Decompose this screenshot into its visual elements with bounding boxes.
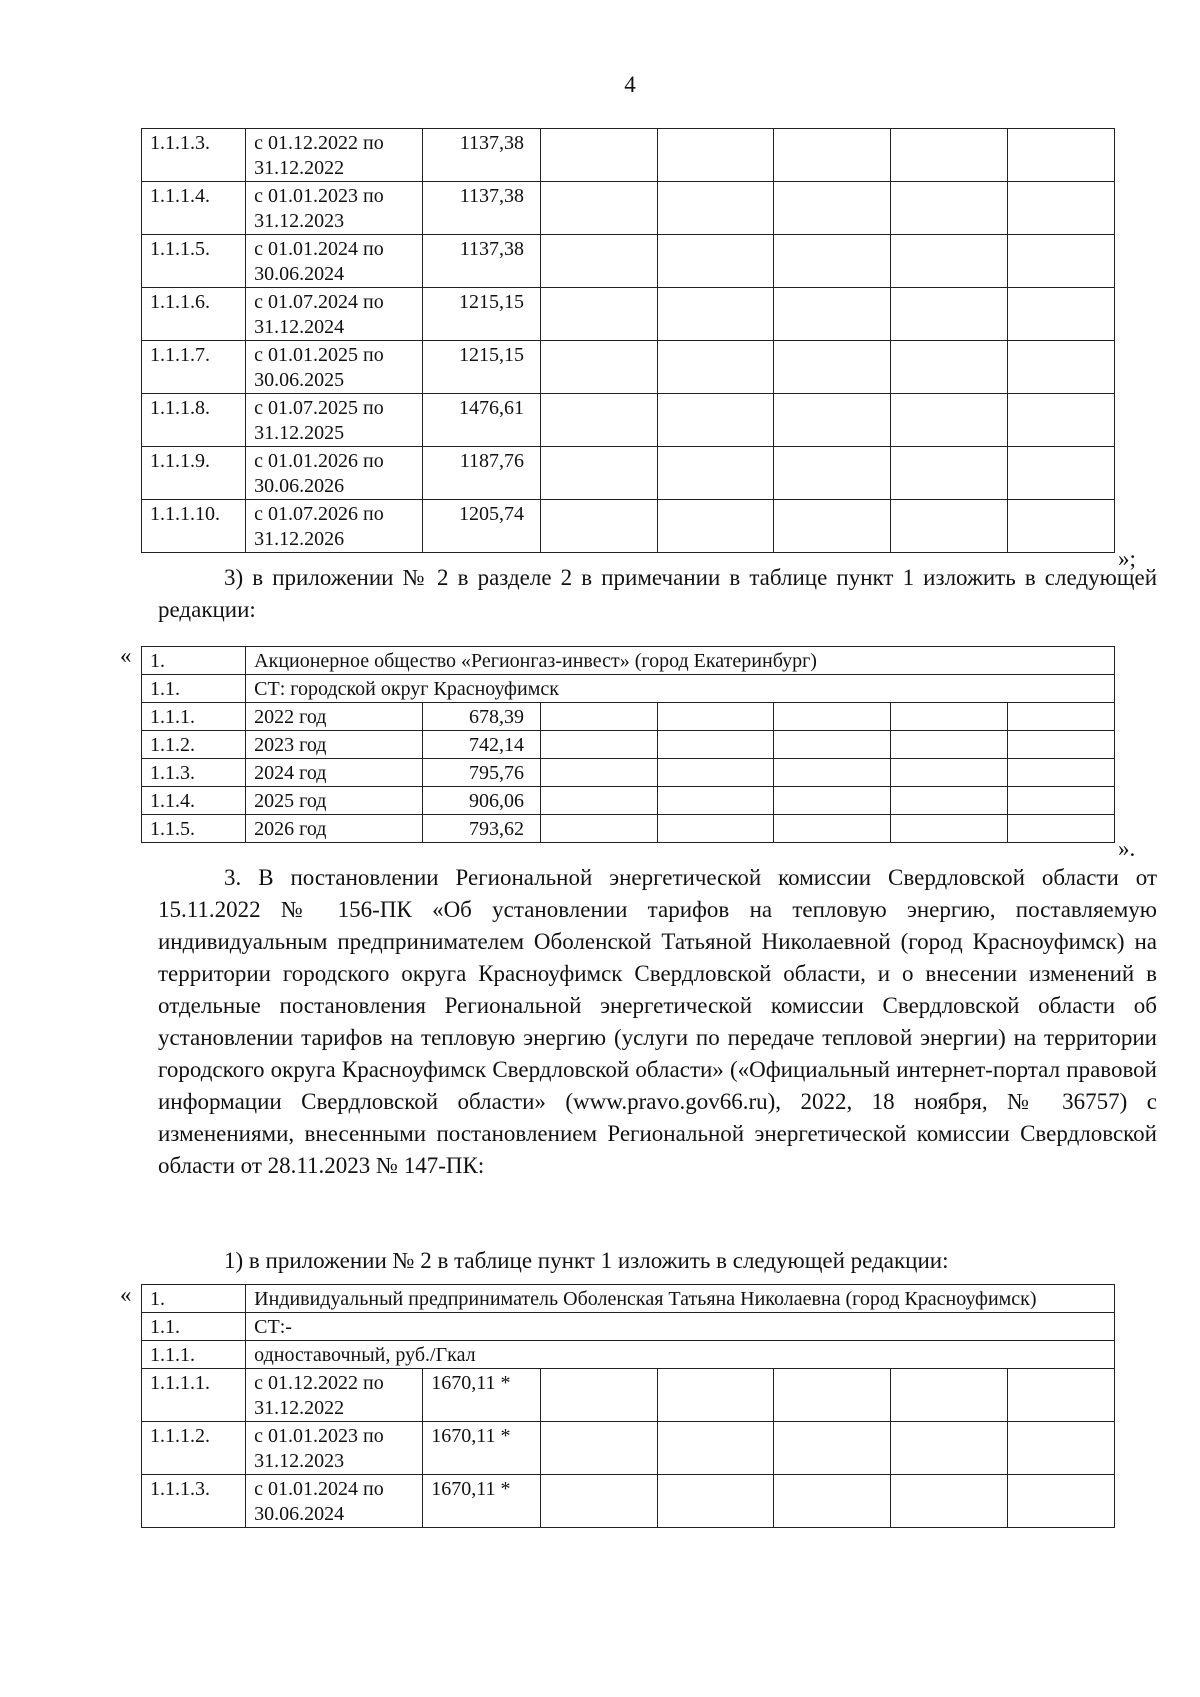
table-row [142,1369,1115,1422]
tariff-table-middle [141,646,1115,843]
empty-cell [657,815,774,843]
tariff-value: 1670,11 * [423,1422,541,1475]
empty-cell [774,341,891,394]
empty-cell [1007,703,1114,731]
st-text: СТ:- [246,1313,1115,1341]
empty-cell [890,341,1007,394]
empty-cell [774,235,891,288]
empty-cell [890,235,1007,288]
row-number: 1.1.1.9. [142,447,246,500]
row-number: 1.1.1.6. [142,288,246,341]
closing-quote-mid: ». [1118,836,1136,861]
empty-cell [774,129,891,182]
period: с 01.01.2023 по 31.12.2023 [246,1422,423,1475]
empty-cell [1007,500,1114,553]
empty-cell [657,1422,774,1475]
row-number: 1.1.1.3. [142,129,246,182]
empty-cell [1007,129,1114,182]
closing-quote-top: »; [1118,546,1136,571]
row-number: 1. [142,1285,246,1313]
empty-cell [657,759,774,787]
empty-cell [657,500,774,553]
period: с 01.07.2026 по 31.12.2026 [246,500,423,553]
table-row [142,759,1115,787]
empty-cell [774,731,891,759]
paragraph-amendment-3: 3) в приложении № 2 в разделе 2 в примечании в таблице пункт 1 изложить в следующей редакции: [158,565,1157,622]
section-3-text: 3. В постановлении Региональной энергетической комиссии Свердловской области от 15.11.2022 № 156-ПК «Об установлении тарифов на тепловую энергию, поставляемую индивидуальным предпринимателем Оболенской Татьяной Николаевной (город Красноуфимск) на территории городского округа Красноуфимск Свердловской области, и о внесении изменений в отдельные постановления Региональной энергетической комиссии Свердловской области об установлении тарифов на тепловую энергию (услуги по передаче тепловой энергии) на территории городского округа Красноуфимск Свердловской области» («Официальный интернет-портал правовой информации Свердловской области» (www.pravo.gov66.ru), 2022, 18 ноября, № 36757) с изменениями, внесенными постановлением Региональной энергетической комиссии Свердловской области от 28.11.2023 № 147-ПК: [158,865,1157,1178]
year: 2025 год [246,787,423,815]
tariff-value: 742,14 [423,731,541,759]
org-name: Акционерное общество «Регионгаз-инвест» (город Екатеринбург) [246,647,1115,675]
empty-cell [890,731,1007,759]
table-row [142,703,1115,731]
empty-cell [1007,731,1114,759]
empty-cell [657,703,774,731]
empty-cell [774,703,891,731]
empty-cell [890,1475,1007,1528]
table-row [142,815,1115,843]
empty-cell [1007,235,1114,288]
org-row [142,1285,1115,1313]
st-row [142,1313,1115,1341]
row-number: 1.1. [142,675,246,703]
empty-cell [540,341,657,394]
tariff-table-top [141,128,1115,553]
table-row [142,447,1115,500]
empty-cell [1007,815,1114,843]
period: с 01.01.2024 по 30.06.2024 [246,1475,423,1528]
empty-cell [890,759,1007,787]
st-text: СТ: городской округ Красноуфимск [246,675,1115,703]
empty-cell [890,703,1007,731]
empty-cell [657,1369,774,1422]
empty-cell [774,182,891,235]
table-row [142,394,1115,447]
empty-cell [774,394,891,447]
row-number: 1.1.1.10. [142,500,246,553]
opening-quote-bottom: « [120,1282,132,1307]
empty-cell [540,703,657,731]
empty-cell [890,500,1007,553]
tariff-kind-row [142,1341,1115,1369]
year: 2026 год [246,815,423,843]
empty-cell [540,500,657,553]
empty-cell [657,1475,774,1528]
period: с 01.01.2024 по 30.06.2024 [246,235,423,288]
empty-cell [657,731,774,759]
empty-cell [540,394,657,447]
empty-cell [657,341,774,394]
empty-cell [774,815,891,843]
period: с 01.01.2023 по 31.12.2023 [246,182,423,235]
tariff-value: 793,62 [423,815,541,843]
period: с 01.12.2022 по 31.12.2022 [246,1369,423,1422]
empty-cell [1007,1422,1114,1475]
row-number: 1.1.1.8. [142,394,246,447]
empty-cell [774,1422,891,1475]
tariff-value: 795,76 [423,759,541,787]
opening-quote-mid: « [120,643,132,668]
empty-cell [774,787,891,815]
tariff-value: 1137,38 [423,235,541,288]
empty-cell [657,235,774,288]
year: 2023 год [246,731,423,759]
empty-cell [540,815,657,843]
row-number: 1.1.1.7. [142,341,246,394]
tariff-value: 1476,61 [423,394,541,447]
page-number: 4 [624,72,636,97]
empty-cell [540,288,657,341]
empty-cell [890,1369,1007,1422]
empty-cell [890,288,1007,341]
row-number: 1.1.1.5. [142,235,246,288]
empty-cell [540,731,657,759]
table-row [142,500,1115,553]
table-row [142,182,1115,235]
empty-cell [540,1369,657,1422]
table-row [142,787,1115,815]
period: с 01.07.2025 по 31.12.2025 [246,394,423,447]
empty-cell [657,447,774,500]
empty-cell [540,1475,657,1528]
table-row [142,341,1115,394]
tariff-value: 1137,38 [423,182,541,235]
empty-cell [1007,759,1114,787]
period: с 01.12.2022 по 31.12.2022 [246,129,423,182]
row-number: 1. [142,647,246,675]
tariff-kind: одноставочный, руб./Гкал [246,1341,1115,1369]
st-row [142,675,1115,703]
empty-cell [657,288,774,341]
empty-cell [890,1422,1007,1475]
tariff-value: 1670,11 * [423,1369,541,1422]
tariff-value: 1215,15 [423,288,541,341]
empty-cell [890,394,1007,447]
row-number: 1.1.2. [142,731,246,759]
tariff-value: 678,39 [423,703,541,731]
empty-cell [540,182,657,235]
empty-cell [540,1422,657,1475]
empty-cell [1007,341,1114,394]
empty-cell [774,1369,891,1422]
empty-cell [540,447,657,500]
empty-cell [1007,394,1114,447]
tariff-value: 1137,38 [423,129,541,182]
table-row [142,235,1115,288]
empty-cell [1007,787,1114,815]
row-number: 1.1.1.4. [142,182,246,235]
table-row [142,731,1115,759]
row-number: 1.1.3. [142,759,246,787]
row-number: 1.1.1. [142,1341,246,1369]
row-number: 1.1.1. [142,703,246,731]
empty-cell [890,787,1007,815]
period: с 01.07.2024 по 31.12.2024 [246,288,423,341]
empty-cell [657,394,774,447]
period: с 01.01.2026 по 30.06.2026 [246,447,423,500]
empty-cell [657,182,774,235]
empty-cell [774,759,891,787]
empty-cell [890,129,1007,182]
org-row [142,647,1115,675]
empty-cell [540,235,657,288]
row-number: 1.1.1.2. [142,1422,246,1475]
tariff-value: 1670,11 * [423,1475,541,1528]
tariff-value: 906,06 [423,787,541,815]
empty-cell [1007,1369,1114,1422]
empty-cell [1007,1475,1114,1528]
empty-cell [540,129,657,182]
empty-cell [1007,182,1114,235]
empty-cell [890,815,1007,843]
empty-cell [1007,447,1114,500]
empty-cell [1007,288,1114,341]
paragraph-amendment-1: 1) в приложении № 2 в таблице пункт 1 изложить в следующей редакции: [224,1248,949,1273]
empty-cell [657,787,774,815]
row-number: 1.1.5. [142,815,246,843]
year: 2024 год [246,759,423,787]
org-name: Индивидуальный предприниматель Оболенская Татьяна Николаевна (город Красноуфимск) [246,1285,1115,1313]
tariff-value: 1187,76 [423,447,541,500]
tariff-value: 1205,74 [423,500,541,553]
year: 2022 год [246,703,423,731]
table-row [142,129,1115,182]
period: с 01.01.2025 по 30.06.2025 [246,341,423,394]
table-row [142,1475,1115,1528]
table-row [142,1422,1115,1475]
empty-cell [540,759,657,787]
empty-cell [774,447,891,500]
tariff-value: 1215,15 [423,341,541,394]
row-number: 1.1.1.3. [142,1475,246,1528]
row-number: 1.1.1.1. [142,1369,246,1422]
empty-cell [774,288,891,341]
empty-cell [540,787,657,815]
empty-cell [657,129,774,182]
table-row [142,288,1115,341]
tariff-table-bottom [141,1284,1115,1528]
empty-cell [890,447,1007,500]
empty-cell [774,1475,891,1528]
row-number: 1.1.4. [142,787,246,815]
row-number: 1.1. [142,1313,246,1341]
empty-cell [774,500,891,553]
empty-cell [890,182,1007,235]
